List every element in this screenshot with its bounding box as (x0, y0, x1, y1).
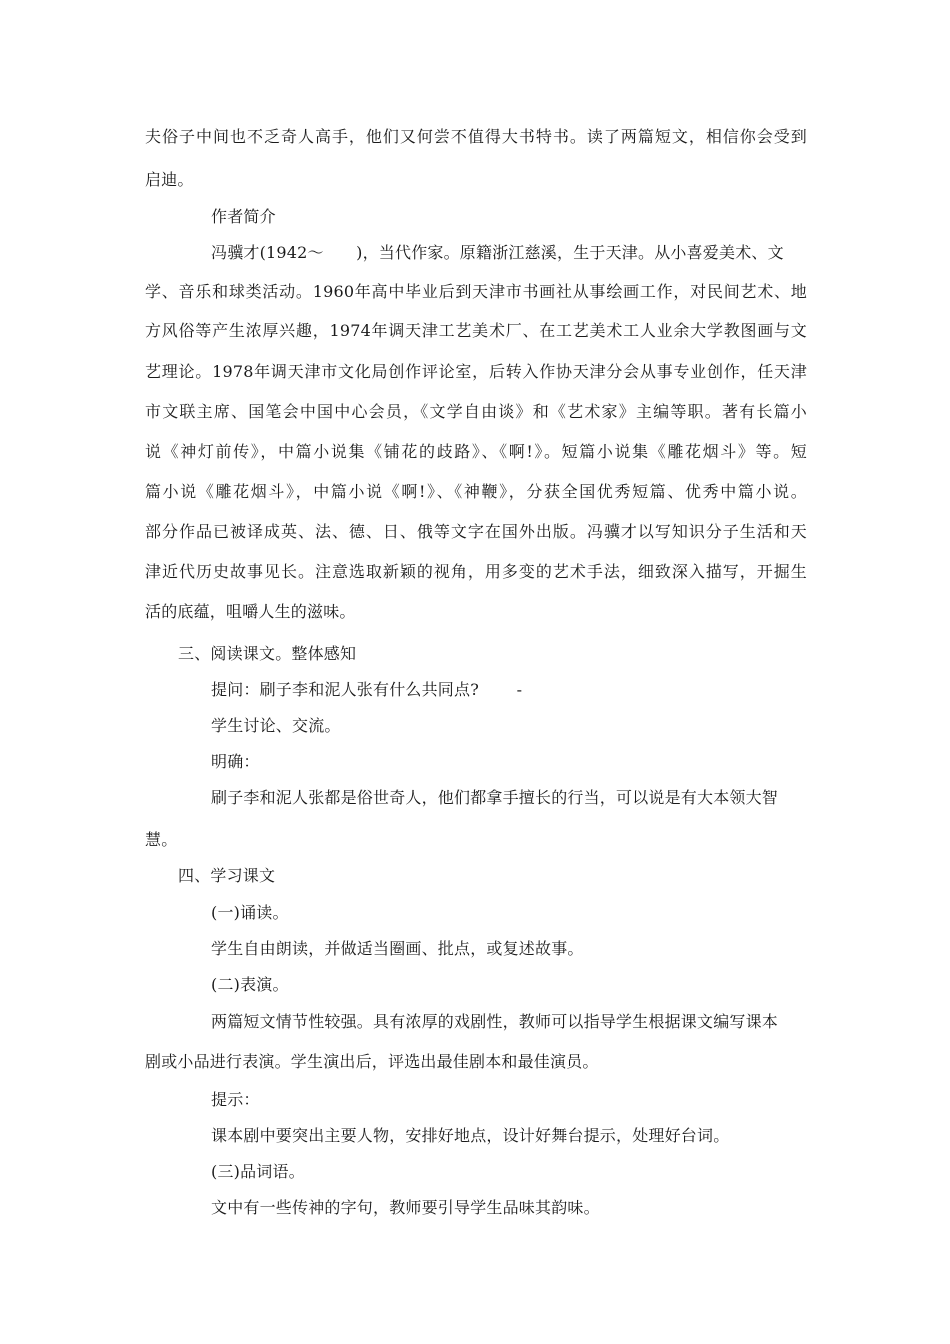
paragraph-line: 刷子李和泥人张都是俗世奇人，他们都拿手擅长的行当，可以说是有大本领大智 (211, 788, 779, 807)
paragraph-line: 部分作品已被译成英、法、德、日、俄等文字在国外出版。冯骥才以写知识分子生活和天 (145, 522, 807, 541)
subsection-heading: (二)表演。 (211, 975, 289, 994)
paragraph-line: 学生自由朗读，并做适当圈画、批点，或复述故事。 (211, 939, 584, 958)
paragraph-line: 慧。 (145, 830, 178, 849)
paragraph-line: 津近代历史故事见长。注意选取新颖的视角，用多变的艺术手法，细致深入描写，开掘生 (145, 562, 807, 581)
subsection-heading: (一)诵读。 (211, 903, 289, 922)
paragraph-line: 篇小说《雕花烟斗》，中篇小说《啊!》、《神鞭》，分获全国优秀短篇、优秀中篇小说。 (145, 482, 807, 501)
paragraph-line: 学、音乐和球类活动。1960年高中毕业后到天津市书画社从事绘画工作，对民间艺术、地 (145, 282, 807, 301)
paragraph-line: 启迪。 (145, 170, 194, 189)
paragraph-line: 方风俗等产生浓厚兴趣，1974年调天津工艺美术厂、在工艺美术工人业余大学教图画与文 (145, 321, 807, 340)
paragraph-line: 明确： (211, 752, 260, 771)
section-heading: 三、阅读课文。整体感知 (178, 644, 357, 663)
paragraph-line: 学生讨论、交流。 (211, 716, 341, 735)
paragraph-line: 剧或小品进行表演。学生演出后，评选出最佳剧本和最佳演员。 (145, 1052, 599, 1071)
paragraph-line: 夫俗子中间也不乏奇人高手，他们又何尝不值得大书特书。读了两篇短文，相信你会受到 (145, 127, 807, 146)
paragraph-line: 提示： (211, 1090, 260, 1109)
paragraph-line: 课本剧中要突出主要人物，安排好地点，设计好舞台提示，处理好台词。 (211, 1126, 730, 1145)
paragraph-line: 文中有一些传神的字句，教师要引导学生品味其韵味。 (211, 1198, 600, 1217)
section-heading: 作者简介 (211, 207, 276, 226)
paragraph-line: 说《神灯前传》，中篇小说集《铺花的歧路》、《啊!》。短篇小说集《雕花烟斗》等。短 (145, 442, 807, 461)
paragraph-line: 提问：刷子李和泥人张有什么共同点? - (211, 680, 523, 699)
section-heading: 四、学习课文 (178, 866, 276, 885)
paragraph-line: 艺理论。1978年调天津市文化局创作评论室，后转入作协天津分会从事专业创作，任天津 (145, 362, 807, 381)
paragraph-line: 冯骥才(1942～ )，当代作家。原籍浙江慈溪，生于天津。从小喜爱美术、文 (211, 243, 784, 262)
subsection-heading: (三)品词语。 (211, 1162, 305, 1181)
paragraph-line: 市文联主席、国笔会中国中心会员，《文学自由谈》和《艺术家》主编等职。著有长篇小 (145, 402, 807, 421)
paragraph-line: 两篇短文情节性较强。具有浓厚的戏剧性，教师可以指导学生根据课文编写课本 (211, 1012, 779, 1031)
paragraph-line: 活的底蕴，咀嚼人生的滋味。 (145, 602, 356, 621)
